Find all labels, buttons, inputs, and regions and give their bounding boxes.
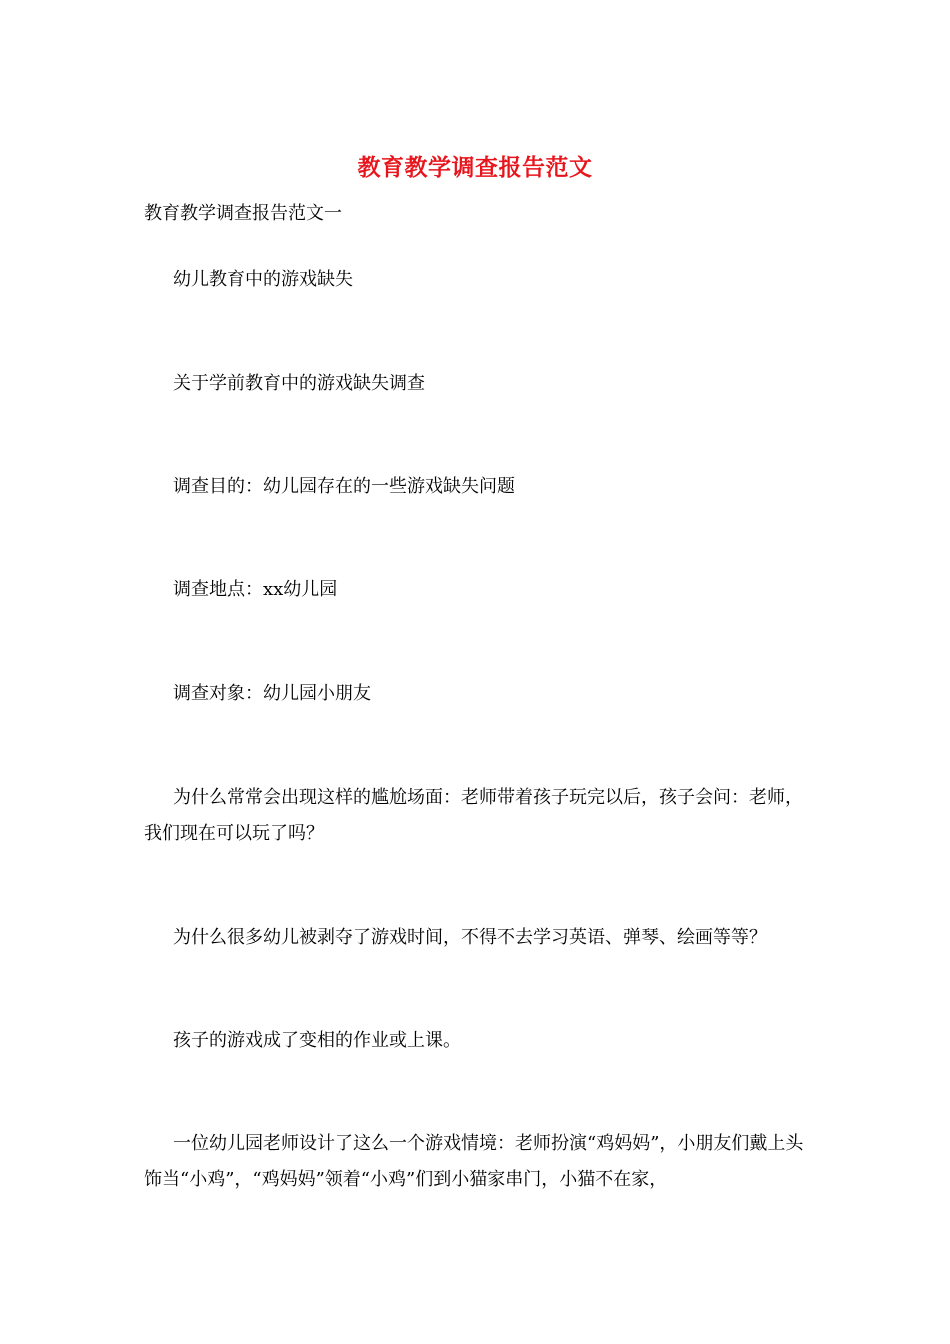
document-title: 教育教学调查报告范文 bbox=[357, 154, 593, 181]
paragraph-statement: 孩子的游戏成了变相的作业或上课。 bbox=[173, 1030, 461, 1051]
paragraph-subtitle: 教育教学调查报告范文一 bbox=[144, 203, 342, 224]
paragraph-question-2: 为什么很多幼儿被剥夺了游戏时间，不得不去学习英语、弹琴、绘画等等？ bbox=[173, 927, 767, 948]
paragraph-topic: 幼儿教育中的游戏缺失 bbox=[173, 269, 353, 290]
paragraph-question-1: 为什么常常会出现这样的尴尬场面：老师带着孩子玩完以后，孩子会问：老师，我们现在可以玩了吗？ bbox=[144, 787, 803, 844]
paragraph-survey-subject: 调查对象：幼儿园小朋友 bbox=[173, 683, 371, 704]
paragraph-survey-location: 调查地点：xx幼儿园 bbox=[173, 579, 338, 600]
paragraph-survey-purpose: 调查目的：幼儿园存在的一些游戏缺失问题 bbox=[173, 476, 515, 497]
paragraph-game-scenario: 一位幼儿园老师设计了这么一个游戏情境：老师扮演“鸡妈妈”，小朋友们戴上头饰当“小鸡”，“鸡妈妈”领着“小鸡”们到小猫家串门，小猫不在家， bbox=[144, 1133, 804, 1190]
paragraph-survey-name: 关于学前教育中的游戏缺失调查 bbox=[173, 373, 425, 394]
